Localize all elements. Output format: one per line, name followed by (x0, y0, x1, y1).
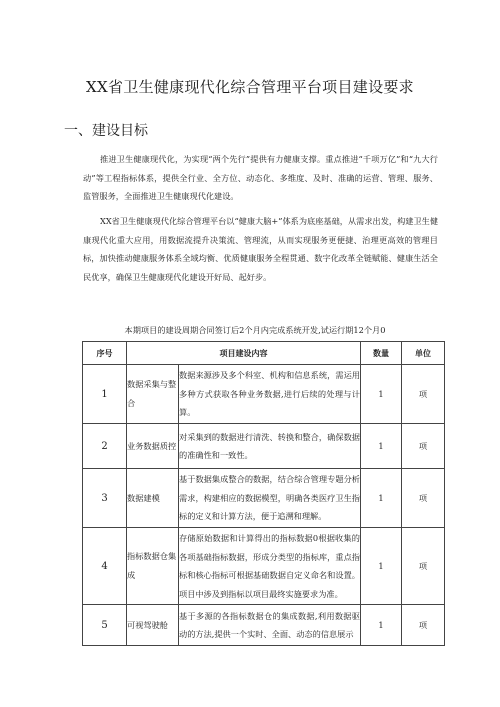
row-seq: 2 (83, 424, 127, 469)
row-item-name: 数据采集与整合 (127, 365, 179, 424)
row-unit: 项 (402, 605, 445, 646)
table-caption: 本期项目的建设周期合同签订后2个月内完成系统开发,试运行期12个月0 (124, 325, 386, 335)
row-item-name: 数据建模 (127, 469, 179, 528)
row-item-name: 可视驾驶舱 (127, 605, 179, 646)
requirements-table (82, 341, 445, 646)
row-quantity: 1 (361, 528, 402, 605)
table-row (83, 424, 445, 469)
header-content: 项目建设内容 (127, 342, 361, 365)
row-seq: 4 (83, 528, 127, 605)
paragraph-2: XX省卫生健康现代化综合管理平台以“健康大脑+”体系为底座基础，从需求出发，构建卫生健康现代化重大应用，用数据流提升决策流、管理流，从而实现服务更便捷、治理更高效的管理目标，加快推动健康服务体系全域均衡、优质健康服务全程贯通、数字化改革全链赋能、健康生活全民优享，确保卫生健康现代化建设开好局、起好步。 (83, 216, 439, 282)
document-title: XX省卫生健康现代化综合管理平台项目建设要求 (86, 78, 414, 96)
row-quantity: 1 (361, 469, 402, 528)
table-row (83, 605, 445, 646)
row-item-name: 业务数据质控 (127, 424, 179, 469)
row-seq: 1 (83, 365, 127, 424)
header-seq: 序号 (83, 342, 127, 365)
row-unit: 项 (402, 424, 445, 469)
row-item-name: 指标数据仓集成 (127, 528, 179, 605)
row-description: 存储原始数据和计算得出的指标数据0根据收集的各项基础指标数据，形成分类型的指标库，重点指标和核心指标可根据基础数据自定义命名和设置。项目中涉及到指标以项目最终实施要求为准。 (179, 528, 361, 605)
table-row (83, 365, 445, 424)
row-seq: 3 (83, 469, 127, 528)
table-row (83, 469, 445, 528)
row-unit: 项 (402, 528, 445, 605)
row-quantity: 1 (361, 605, 402, 646)
table-row (83, 528, 445, 605)
row-quantity: 1 (361, 424, 402, 469)
header-unit: 单位 (402, 342, 445, 365)
row-description: 数据来源涉及多个科室、机构和信息系统，需运用多种方式获取各种业务数据,进行后续的处理与计算。 (179, 365, 361, 424)
table-header-row (83, 342, 445, 365)
row-unit: 项 (402, 365, 445, 424)
row-seq: 5 (83, 605, 127, 646)
row-description: 基于多源的各指标数据仓的集成数据,利用数据驱动的方法,提供一个实时、全面、动态的信息展示 (179, 605, 361, 646)
row-description: 基于数据集成整合的数据，结合综合管理专题分析需求，构建相应的数据模型，明确各类医疗卫生指标的定义和计算方法，便于追溯和理解。 (179, 469, 361, 528)
header-qty: 数量 (361, 342, 402, 365)
row-description: 对采集到的数据进行清洗、转换和整合，确保数据的准确性和一致性。 (179, 424, 361, 469)
row-quantity: 1 (361, 365, 402, 424)
paragraph-1: 推进卫生健康现代化，为实现“两个先行”提供有力健康支撑。重点推进“千项万亿”和“九大行动”等工程指标体系，提供全行业、全方位、动态化、多维度、及时、准确的运营、管理、服务、监管服务，全面推进卫生健康现代化建设。 (83, 154, 438, 201)
row-unit: 项 (402, 469, 445, 528)
section-heading: 一、建设目标 (64, 123, 148, 139)
